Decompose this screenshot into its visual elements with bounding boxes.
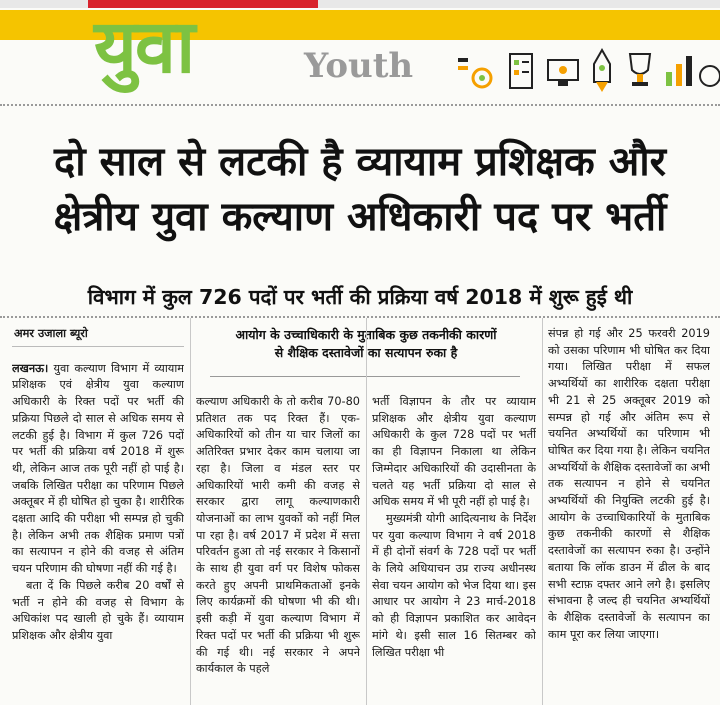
pull-quote-underline <box>210 376 520 377</box>
subheadline: विभाग में कुल 726 पदों पर भर्ती की प्रक्रिया वर्ष 2018 में शुरू हुई थी <box>87 285 633 309</box>
checklist-icon <box>510 54 532 88</box>
monitor-icon <box>548 60 578 86</box>
byline: अमर उजाला ब्यूरो <box>12 326 184 347</box>
column-divider-2 <box>366 318 367 705</box>
brand-english-title: Youth <box>304 46 414 86</box>
column-1-paragraph-2: बता दें कि पिछले करीब 20 वर्षों से भर्ती न होने की वजह से विभाग के अधिकांश पद खाली हो चुके हैं। व्यायाम प्रशिक्षक और क्षेत्रीय युवा <box>12 578 184 642</box>
article-column-1 <box>12 326 184 705</box>
dateline: लखनऊ। <box>12 361 49 375</box>
pull-quote-line-2: से शैक्षिक दस्तावेजों का सत्यापन रुका है <box>274 345 458 360</box>
brand-hindi-title: युवा <box>94 4 194 90</box>
masthead-dotted-rule <box>0 104 720 106</box>
trophy-icon <box>630 54 650 86</box>
subhead-dotted-rule <box>0 316 720 318</box>
rocket-icon <box>594 50 610 92</box>
gear-icon <box>458 58 491 87</box>
article-column-3 <box>372 394 536 705</box>
masthead-icons <box>452 42 720 96</box>
article-column-4 <box>548 326 710 705</box>
chart-icon <box>666 56 720 86</box>
column-3-paragraph-2: मुख्यमंत्री योगी आदित्यनाथ के निर्देश पर युवा कल्याण विभाग ने वर्ष 2018 में ही दोनों संवर्ग के 728 पदों पर भर्ती के लिये अधियाचन उप्र राज्य अधीनस्थ सेवा चयन आयोग को भेज दिया था। इस आधार पर आयोग ने 23 मार्च-2018 को ही विज्ञापन प्रकाशित कर आवेदन मांगे थे। इसी साल 16 सितम्बर को लिखित परीक्षा भी <box>372 511 536 659</box>
column-divider-1 <box>190 318 191 705</box>
column-1-paragraph-1 <box>12 361 184 578</box>
headline-line-1: दो साल से लटकी है व्यायाम प्रशिक्षक और <box>54 139 666 185</box>
column-3-paragraph-1: भर्ती विज्ञापन के तौर पर व्यायाम प्रशिक्षक और क्षेत्रीय युवा कल्याण अधिकारी के कुल 728 पदों पर भर्ती का ही विज्ञापन निकाला था लेकिन जिम्मेदार अधिकारियों की उदासीनता के चलते यह भर्ती प्रक्रिया दो साल से अधिक समय में भी पूरी नहीं हो पाई है। <box>372 395 536 509</box>
column-divider-3 <box>542 318 543 705</box>
column-2-paragraph-1: कल्याण अधिकारी के तो करीब 70-80 प्रतिशत तक पद रिक्त हैं। एक-अधिकारियों को तीन या चार जिलों का अतिरिक्त प्रभार देकर काम चलाया जा रहा है। जिला व मंडल स्तर पर अधिकारियों भारी कमी की वजह से सरकार द्वारा लागू कल्याणकारी योजनाओं का लाभ युवकों को नहीं मिल पा रहा है। वर्ष 2017 में प्रदेश में सत्ता परिवर्तन हुआ तो नई सरकार ने किसानों के साथ ही युवा वर्ग पर विशेष फोकस करते हुए अपनी प्राथमिकताओं इनके लिए कार्यक्रमों की घोषणा भी की थी। इसी कड़ी में युवा कल्याण विभाग में रिक्त पदों पर भर्ती की प्रक्रिया भी शुरू की गई थी। नई सरकार ने अपने कार्यकाल के पहले <box>196 395 360 676</box>
headline-line-2: क्षेत्रीय युवा कल्याण अधिकारी पद पर भर्ती <box>53 194 667 240</box>
column-1-text-1: युवा कल्याण विभाग में व्यायाम प्रशिक्षक एवं क्षेत्रीय युवा कल्याण अधिकारी के रिक्त पदों पर भर्ती की प्रक्रिया पिछले दो साल से अधिक समय से लटकी हुई है। विभाग में कुल 726 पदों पर भर्ती की प्रक्रिया वर्ष 2018 में शुरू थी, लेकिन आज तक पूरी नहीं हो पाई है। जबकि लिखित परीक्षा का परिणाम पिछले अक्तूबर में ही घोषित हो चुका है। शारीरिक दक्षता आदि की परीक्षा भी सम्पन्न हो चुकी है। लेकिन अभी तक शैक्षिक प्रमाण पत्रों का सत्यापन न होने की वजह से अंतिम चयन परिणाम की घोषणा नहीं की गई है। <box>12 361 184 576</box>
column-4-paragraph-1: संपन्न हो गई और 25 फरवरी 2019 को उसका परिणाम भी घोषित कर दिया गया। लिखित परीक्षा में सफल अभ्यर्थियों का शारीरिक दक्षता परीक्षा भी 21 से 25 अक्तूबर 2019 को सम्पन्न हो गई और अंतिम रूप से चयनित अभ्यर्थियों का परिणाम भी घोषित कर दिया गया है। लेकिन चयनित अभ्यर्थियों के शैक्षिक दस्तावेजों का अभी तक सत्यापन न होने से चयनित अभ्यर्थियों की नियुक्ति लटकी हुई है। आयोग के उच्चाधिकारियों के मुताबिक कुछ तकनीकी कारणों से शैक्षिक दस्तावेजों का सत्यापन रुका है। उन्होंने बताया कि लॉक डाउन में ढील के बाद सभी स्टाफ़ दफ्तर आने लगे है। इसलिए संभावना है जल्द ही चयनित अभ्यर्थियों के शैक्षिक दस्तावेजों के सत्यापन का काम पूरा कर लिया जाएगा। <box>548 327 710 641</box>
article-column-2 <box>196 394 360 705</box>
masthead-icons-svg <box>452 42 720 96</box>
pull-quote-line-1: आयोग के उच्चाधिकारी के मुताबिक कुछ तकनीकी कारणों <box>235 327 497 342</box>
headline <box>8 135 712 245</box>
